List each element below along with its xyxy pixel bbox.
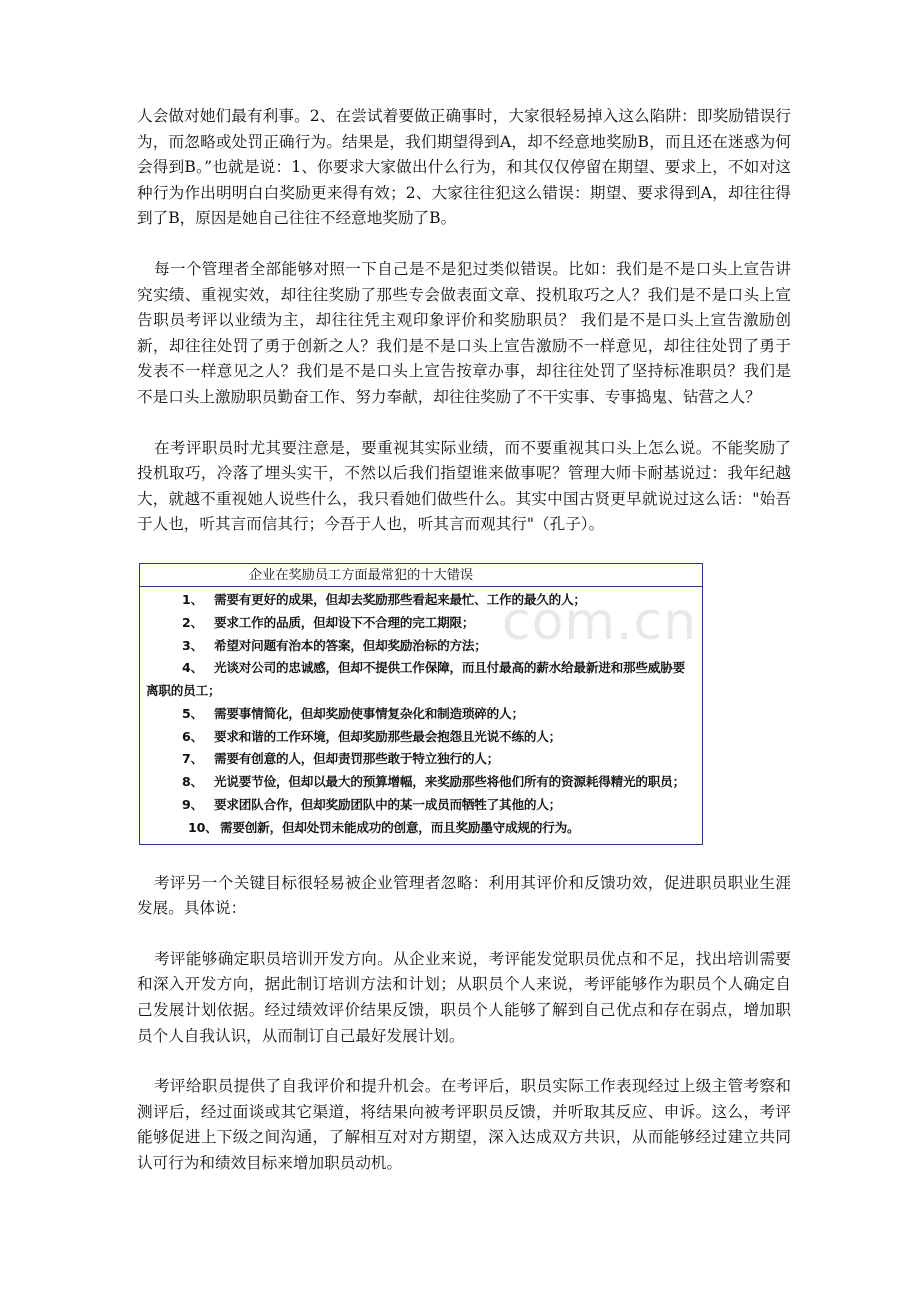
list-item: 5、 需要事情简化，但却奖励使事情复杂化和制造琐碎的人； xyxy=(182,705,524,721)
list-item: 2、 要求工作的品质，但却设下不合理的完工期限； xyxy=(182,614,475,630)
list-item: 9、 要求团队合作，但却奖励团队中的某一成员而牺牲了其他的人； xyxy=(182,797,562,813)
paragraph-5: 考评能够确定职员培训开发方向。从企业来说，考评能发觉职员优点和不足，找出培训需要和深入开发方向，据此制订培训方法和计划；从职员个人来说，考评能够作为职员个人确定自己发展计划依据。经过绩效评价结果反馈，职员个人能够了解到自己优点和存在弱点，增加职员个人自我认识，从而制订自己最好发展计划。 xyxy=(137,949,791,1045)
paragraph-3: 在考评职员时尤其要注意是，要重视其实际业绩，而不要重视其口头上怎么说。不能奖励了投机取巧，冷落了埋头实干，不然以后我们指望谁来做事呢？管理大师卡耐基说过：我年纪越大，就越不重视她人说些什么，我只看她们做些什么。其实中国古贤更早就说过这么话："始吾于人也，听其言而信其行；今吾于人也，听其言而观其行"（孔子）。 xyxy=(137,438,791,534)
ten-mistakes-figure xyxy=(139,563,703,845)
paragraph-4: 考评另一个关键目标很轻易被企业管理者忽略：利用其评价和反馈功效，促进职员职业生涯发展。具体说： xyxy=(137,873,791,918)
list-item: 4、 光谈对公司的忠诚感，但却不提供工作保障，而且付最高的薪水给最新进和那些威胁要离职的员工； xyxy=(146,660,685,699)
mistakes-list xyxy=(140,587,702,844)
figure-title: 企业在奖励员工方面最常犯的十大错误 xyxy=(140,564,702,587)
list-item: 6、 要求和谐的工作环境，但却奖励那些最会抱怨且光说不练的人； xyxy=(182,728,562,744)
list-item: 3、 希望对问题有治本的答案，但却奖励治标的方法； xyxy=(182,637,487,653)
watermark: com.cn xyxy=(502,591,698,652)
list-item: 7、 需要有创意的人，但却责罚那些敢于特立独行的人； xyxy=(182,751,500,767)
document-page xyxy=(137,104,791,1202)
paragraph-1: 人会做对她们最有利事。2、在尝试着要做正确事时，大家很轻易掉入这么陷阱：即奖励错误行为，而忽略或处罚正确行为。结果是，我们期望得到A，却不经意地奖励B，而且还在迷惑为何会得到B。”也就是说：1、你要求大家做出什么行为，和其仅仅停留在期望、要求上，不如对这种行为作出明明白白奖励更来得有效；2、大家往往犯这么错误：期望、要求得到A，却往往得到了B，原因是她自己往往不经意地奖励了B。 xyxy=(137,107,791,228)
paragraph-6: 考评给职员提供了自我评价和提升机会。在考评后，职员实际工作表现经过上级主管考察和测评后，经过面谈或其它渠道，将结果向被考评职员反馈，并听取其反应、申诉。这么，考评能够促进上下级之间沟通，了解相互对对方期望，深入达成双方共识，从而能够经过建立共同认可行为和绩效目标来增加职员动机。 xyxy=(137,1077,791,1173)
paragraph-2: 每一个管理者全部能够对照一下自己是不是犯过类似错误。比如：我们是不是口头上宣告讲究实绩、重视实效，却往往奖励了那些专会做表面文章、投机取巧之人？我们是不是口头上宣告职员考评以业绩为主，却往往凭主观印象评价和奖励职员？ 我们是不是口头上宣告激励创新，却往往处罚了勇于创新之人？我们是不是口头上宣告激励不一样意见，却往往处罚了勇于发表不一样意见之人？我们是不是口头上宣告按章办事，却往往处罚了坚持标准职员？我们是不是口头上激励职员勤奋工作、努力奉献，却往往奖励了不干实事、专事捣鬼、钻营之人？ xyxy=(137,259,791,406)
list-item: 8、 光说要节俭，但却以最大的预算增幅，来奖励那些将他们所有的资源耗得精光的职员； xyxy=(182,774,685,790)
list-item: 1、 需要有更好的成果，但却去奖励那些看起来最忙、工作的最久的人； xyxy=(182,591,586,607)
list-item: 10、 需要创新，但却处罚未能成功的创意，而且奖励墨守成规的行为。 xyxy=(188,819,580,835)
